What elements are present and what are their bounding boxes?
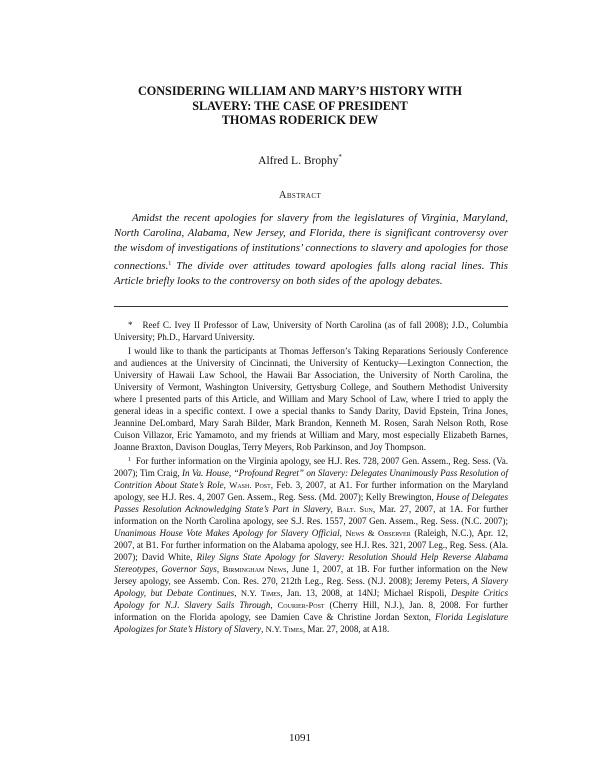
fn1-publication: Wash. Post — [229, 480, 271, 490]
fn1-cite-title: Florida Legislature Apologizes for State’s History of Slavery — [114, 612, 508, 634]
fn1-publication: N.Y. Times — [265, 624, 303, 634]
fn1-text: , — [339, 528, 346, 538]
fn1-text: , June 1, 2007, at 1B. For further information on the New Jersey apology, see Assemb. Con. Res. 270, 212th Leg., Reg. Sess. (N.J. 2008); Jeremy Peters, — [114, 564, 508, 586]
fn1-cite-title: Riley Signs State Apology for Slavery: Resolution Should Help Reverse Alabama Stereotypes, Governor Says — [114, 552, 508, 574]
title-line-2: SLAVERY: THE CASE OF PRESIDENT — [192, 98, 408, 113]
footnote-star — [114, 319, 508, 343]
fn1-text: , — [223, 480, 230, 490]
footnotes — [114, 319, 508, 637]
author-byline — [100, 153, 500, 167]
fn1-text: , — [261, 624, 266, 634]
footnote-star-mark: * — [128, 320, 133, 330]
fn1-text: , — [270, 600, 278, 610]
fn1-publication: N.Y. Times — [240, 588, 281, 598]
fn1-text: (Cherry Hill, N.J.), Jan. 8, 2008. For further information on the Florida apology, see Damien Cave & Christine Jordan Sexton, — [114, 600, 508, 622]
fn1-cite-title: A Slavery Apology, but Debate Continues — [114, 576, 509, 598]
fn1-cite-title: In Va. House, “Profound Regret” on Slavery: Delegates Unanimously Pass Resolution of Contrition About State’s Role — [114, 468, 508, 490]
fn1-text: , — [216, 564, 223, 574]
footnote-ref-1: 1 — [168, 260, 172, 267]
fn1-cite-title: Despite Critics Apology for N.J. Slavery Sails Through — [114, 588, 509, 610]
footnote-star-text: Reef C. Ivey II Professor of Law, University of North Carolina (as of fall 2008); J.D., Columbia University; Ph.D., Harvard University. — [114, 320, 508, 342]
fn1-text: , Jan. 13, 2008, at 14NJ; Michael Rispoli, — [280, 588, 452, 598]
fn1-text: , Feb. 3, 2007, at A1. For further information on the Maryland apology, see H.J. Res. 4, 2007 Gen. Assem., Reg. Sess. (Md. 2007); Kelly Brewington, — [114, 480, 508, 502]
abstract-body — [114, 211, 508, 289]
title-line-3: THOMAS RODERICK DEW — [221, 113, 379, 127]
fn1-publication: News & Observer — [345, 528, 411, 538]
fn1-text: , Mar. 27, 2008, at A18. — [302, 624, 390, 634]
footnote-divider — [114, 306, 508, 307]
footnote-acknowledgments: I would like to thank the participants at Thomas Jefferson’s Taking Reparations Seriously Conference and audiences at the University of Cincinnati, the University of Kentucky—Lexington Connection, the University of Hawaii Law School, the Hawaii Bar Association, the University of North Carolina, the University of Vermont, Washington University, Gettysburg College, and Southern Methodist University where I presented parts of this Article, and William and Mary School of Law, where I tried to apply the general ideas in a specific context. I owe a special thanks to Sandy Darity, David Epstein, Trina Jones, Jeannine DeLombard, Mary Sarah Bilder, Mark Brandon, Kenneth M. Rosen, Sarah Nelson Roth, Rose Cuison Villazor, Eric Yamamoto, and my friends at William and Mary, most especially Elizabeth Barnes, Joanne Braxton, Davison Douglas, Terry Meyers, Rob Parkinson, and Joy Thompson. — [114, 345, 508, 452]
abstract-text-a: Amidst the recent apologies for slavery from the legislatures of Virginia, Maryland, North Carolina, Alabama, New Jersey, and Florida, there is significant controversy over the wisdom of investigations of institutions’ connections to slavery and apologies for those connections. — [114, 212, 508, 272]
fn1-publication: Birmingham News — [222, 564, 287, 574]
author-footnote-mark: * — [338, 153, 342, 161]
fn1-text: For further information on the Virginia apology, see H.J. Res. 728, 2007 Gen. Assem., Reg. Sess. (Va. 2007); Tim Craig, — [114, 456, 508, 478]
fn1-text: , — [234, 588, 241, 598]
fn1-text: , Mar. 27, 2007, at 1A. For further information on the North Carolina apology, see S.J. Res. 1557, 2007 Gen. Assem., Reg. Sess. (N.C. 2007); — [114, 504, 509, 526]
page-number: 1091 — [289, 732, 311, 744]
fn1-publication: Balt. Sun — [336, 504, 373, 514]
title-line-1: CONSIDERING WILLIAM AND MARY’S HISTORY WITH — [137, 84, 463, 98]
fn1-cite-title: Unanimous House Vote Makes Apology for Slavery Official — [114, 528, 340, 538]
abstract-text-b: The divide over attitudes toward apologies falls along racial lines. This Article briefly looks to the controversy on both sides of the apology debates. — [114, 259, 508, 287]
fn1-cite-title: House of Delegates Passes Resolution Acknowledging State’s Part in Slavery — [114, 492, 508, 514]
author-name: Alfred L. Brophy — [258, 155, 339, 167]
footnote-1-mark: 1 — [128, 457, 131, 463]
fn1-text: (Raleigh, N.C.), Apr. 12, 2007, at B1. For further information on the Alabama apology, see H.J. Res. 321, 2007 Leg., Reg. Sess. (Ala. 2007); David White, — [114, 528, 508, 562]
fn1-text: , — [330, 504, 337, 514]
abstract-heading: Abstract — [278, 190, 322, 201]
footnote-1 — [114, 454, 508, 635]
article-title — [100, 84, 500, 128]
fn1-publication: Courier-Post — [277, 600, 325, 610]
